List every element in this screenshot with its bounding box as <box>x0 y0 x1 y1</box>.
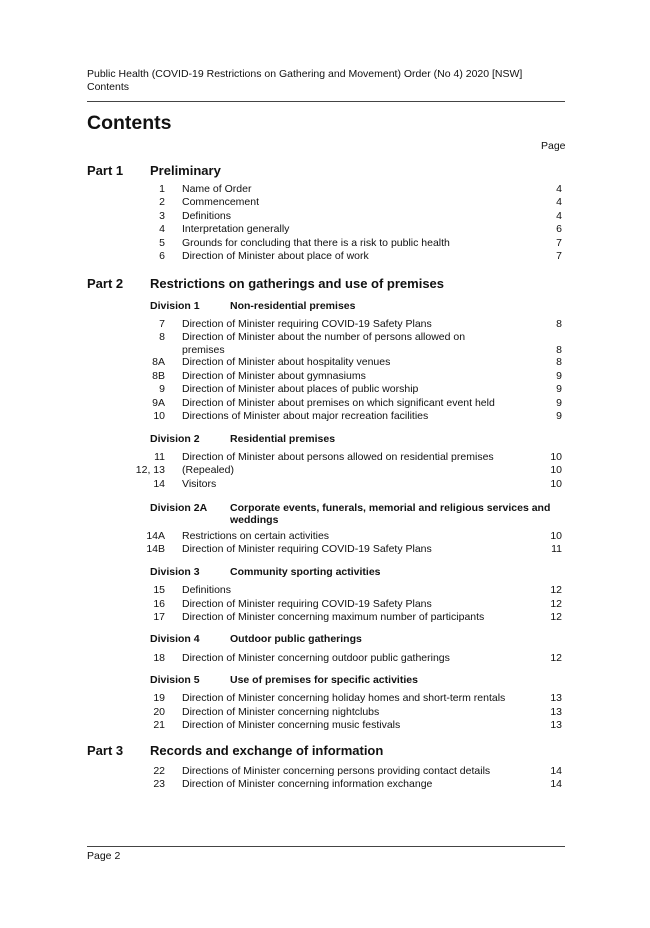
entry-number: 5 <box>159 237 165 249</box>
entry-text: Direction of Minister about the number of persons allowed on premises <box>182 331 466 356</box>
division-label: Division 5 <box>150 674 200 686</box>
entry-number: 3 <box>159 210 165 222</box>
entry-text: Direction of Minister requiring COVID-19 Safety Plans <box>182 318 432 330</box>
header-rule <box>87 101 565 102</box>
page-title: Contents <box>87 112 172 134</box>
toc-entry[interactable] <box>0 778 650 804</box>
entry-page: 9 <box>556 370 562 382</box>
entry-page: 8 <box>556 356 562 368</box>
entry-number: 4 <box>159 223 165 235</box>
entry-page: 9 <box>556 397 562 409</box>
part-label: Part 3 <box>87 743 124 758</box>
entry-number: 22 <box>153 765 165 777</box>
part-label: Part 2 <box>87 276 124 291</box>
entry-text: Visitors <box>182 478 217 490</box>
entry-text: Direction of Minister about places of public worship <box>182 383 419 395</box>
entry-number: 8A <box>152 356 165 368</box>
entry-number: 9A <box>152 397 165 409</box>
entry-text: Direction of Minister concerning maximum number of participants <box>182 611 485 623</box>
entry-text: Direction of Minister about premises on which significant event held <box>182 397 495 409</box>
entry-page: 11 <box>551 543 562 555</box>
entry-text: Direction of Minister about place of work <box>182 250 369 262</box>
entry-page: 10 <box>550 478 562 490</box>
entry-page: 12 <box>550 598 562 610</box>
division-title: Corporate events, funerals, memorial and religious services and weddings <box>230 502 551 526</box>
entry-text: Directions of Minister about major recreation facilities <box>182 410 429 422</box>
page-column-label: Page <box>541 140 566 152</box>
part-title: Records and exchange of information <box>150 743 384 758</box>
entry-number: 15 <box>153 584 165 596</box>
entry-text: Direction of Minister concerning holiday homes and short-term rentals <box>182 692 506 704</box>
entry-number: 18 <box>153 652 165 664</box>
entry-text: Directions of Minister concerning persons providing contact details <box>182 765 491 777</box>
entry-number: 2 <box>159 196 165 208</box>
division-label: Division 2 <box>150 433 200 445</box>
division-label: Division 1 <box>150 300 200 312</box>
entry-page: 7 <box>556 250 562 262</box>
entry-number: 16 <box>153 598 165 610</box>
entry-page: 9 <box>556 410 562 422</box>
entry-number: 20 <box>153 706 165 718</box>
part-label: Part 1 <box>87 163 124 178</box>
entry-number: 21 <box>153 719 165 731</box>
entry-text: Direction of Minister about persons allowed on residential premises <box>182 451 494 463</box>
toc-entry[interactable] <box>0 250 650 276</box>
entry-text: Grounds for concluding that there is a risk to public health <box>182 237 450 249</box>
entry-number: 14A <box>146 530 165 542</box>
entry-number: 8B <box>152 370 165 382</box>
entry-number: 10 <box>153 410 165 422</box>
entry-number: 6 <box>159 250 165 262</box>
entry-number: 17 <box>153 611 165 623</box>
entry-page: 13 <box>550 692 562 704</box>
entry-text: Interpretation generally <box>182 223 290 235</box>
entry-page: 14 <box>550 765 562 777</box>
division-label: Division 2A <box>150 502 208 514</box>
entry-page: 10 <box>550 464 562 476</box>
division-title: Community sporting activities <box>230 566 381 578</box>
entry-text: Name of Order <box>182 183 252 195</box>
entry-number: 12, 13 <box>135 464 165 476</box>
entry-page: 6 <box>556 223 562 235</box>
entry-number: 23 <box>153 778 165 790</box>
entry-page: 4 <box>556 183 562 195</box>
division-title: Residential premises <box>230 433 336 445</box>
entry-text: Commencement <box>182 196 260 208</box>
toc-entry[interactable] <box>0 719 650 745</box>
footer-rule <box>87 846 565 847</box>
entry-number: 14B <box>146 543 165 555</box>
entry-number: 14 <box>153 478 165 490</box>
entry-page: 12 <box>550 611 562 623</box>
entry-text: Direction of Minister concerning music festivals <box>182 719 401 731</box>
entry-number: 8 <box>159 331 165 343</box>
entry-text: Direction of Minister requiring COVID-19 Safety Plans <box>182 543 432 555</box>
entry-text: Restrictions on certain activities <box>182 530 330 542</box>
entry-page: 13 <box>550 719 562 731</box>
entry-page: 12 <box>550 652 562 664</box>
entry-page: 12 <box>550 584 562 596</box>
entry-text: Direction of Minister about gymnasiums <box>182 370 366 382</box>
entry-text: (Repealed) <box>182 464 234 476</box>
entry-page: 8 <box>556 344 562 356</box>
entry-page: 4 <box>556 196 562 208</box>
entry-page: 7 <box>556 237 562 249</box>
entry-text: Definitions <box>182 584 232 596</box>
division-label: Division 4 <box>150 633 200 645</box>
entry-number: 19 <box>153 692 165 704</box>
entry-page: 4 <box>556 210 562 222</box>
entry-text: Direction of Minister about hospitality venues <box>182 356 391 368</box>
entry-text: Direction of Minister concerning nightclubs <box>182 706 380 718</box>
entry-page: 14 <box>550 778 562 790</box>
part-title: Restrictions on gatherings and use of premises <box>150 276 445 291</box>
page-number-footer: Page 2 <box>87 850 121 862</box>
entry-text: Direction of Minister requiring COVID-19 Safety Plans <box>182 598 432 610</box>
running-header-section: Contents <box>87 81 130 93</box>
division-title: Outdoor public gatherings <box>230 633 362 645</box>
toc-entry[interactable] <box>0 331 650 357</box>
division-title: Use of premises for specific activities <box>230 674 418 686</box>
toc-entry[interactable] <box>0 478 650 504</box>
entry-number: 9 <box>159 383 165 395</box>
entry-text: Definitions <box>182 210 232 222</box>
entry-page: 13 <box>550 706 562 718</box>
entry-number: 1 <box>159 183 165 195</box>
entry-page: 10 <box>550 530 562 542</box>
entry-page: 10 <box>550 451 562 463</box>
part-title: Preliminary <box>150 163 221 178</box>
division-label: Division 3 <box>150 566 200 578</box>
entry-text: Direction of Minister concerning outdoor public gatherings <box>182 652 450 664</box>
entry-number: 11 <box>154 451 165 463</box>
entry-page: 9 <box>556 383 562 395</box>
division-title: Non-residential premises <box>230 300 356 312</box>
entry-text: Direction of Minister concerning information exchange <box>182 778 433 790</box>
entry-number: 7 <box>159 318 165 330</box>
entry-page: 8 <box>556 318 562 330</box>
running-header-title: Public Health (COVID-19 Restrictions on Gathering and Movement) Order (No 4) 2020 [NSW] <box>87 68 523 80</box>
